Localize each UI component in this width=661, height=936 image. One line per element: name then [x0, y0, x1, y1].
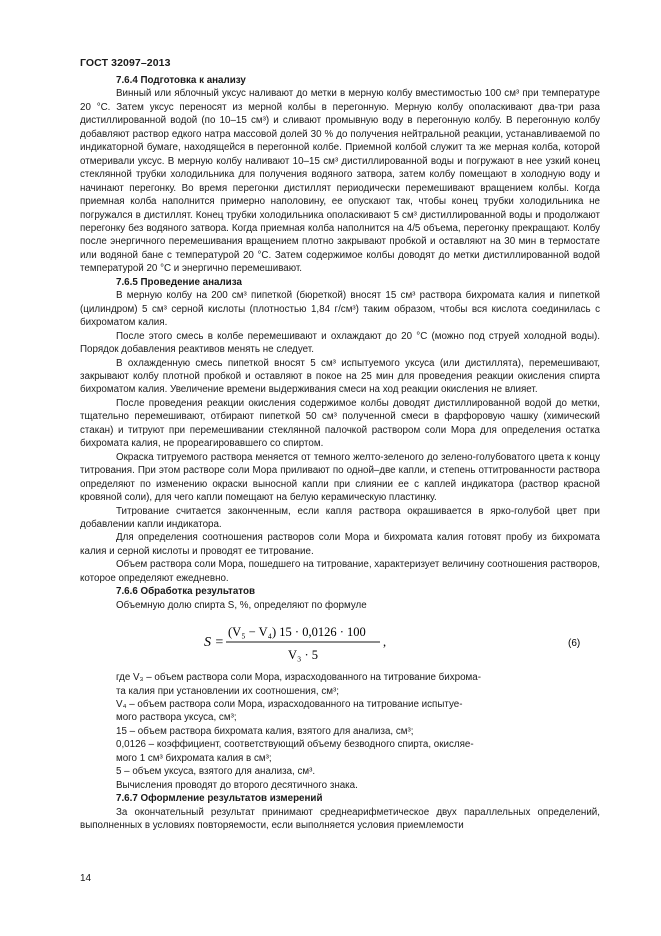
section-title-7-6-7: 7.6.7 Оформление результатов измерений [116, 793, 323, 805]
paragraph: За окончательный результат принимают среднеарифметическое двух параллельных определений, выполненных в условиях повторяемости, если выполняется условия приемлемости [80, 806, 600, 832]
formula-denominator: V₃ · 5 [287, 648, 319, 663]
paragraph: Для определения соотношения растворов соли Мора и бихромата калия готовят пробу из бихромата калия и серной кислоты и проводят ее титрование. [80, 532, 600, 557]
formula-6 [80, 615, 600, 669]
section-title-7-6-4: 7.6.4 Подготовка к анализу [116, 75, 246, 86]
paragraph: В охлажденную смесь пипеткой вносят 5 см³ испытуемого уксуса (или дистиллята), перемешивают, закрывают колбу плотной пробкой и оставляют в покое на 25 мин для проведения реакции окисления спирта бихроматом калия. Увеличение времени выдерживания смеси на ход реакции окисления не влияет. [80, 357, 600, 396]
definition-line: мого раствора уксуса, см³; [116, 712, 237, 724]
paragraph: После проведения реакции окисления содержимое колбы доводят дистиллированной водой до метки, тщательно перемешивают, отбирают пипеткой 50 см³ полученной смеси в фарфоровую чашку (химический стакан) и титруют при перемешивании стеклянной палочкой раствором соли Мора для определения остатка бихромата калия, не прореагировавшего со спиртом. [80, 397, 600, 450]
page-content [80, 74, 600, 833]
definition-line: V₄ – объем раствора соли Мора, израсходованного на титрование испытуе- [116, 699, 463, 711]
definition-line: 0,0126 – коэффициент, соответствующий объему безводного спирта, окисляе- [116, 739, 474, 751]
paragraph: Окраска титруемого раствора меняется от темного желто-зеленого до зелено-голубоватого цвета к концу титрования. При этом растворе соли Мора приливают по одной–две капли, и степень оттитрованности раствора определяют по изменению окраски выносной капли при слиянии ее с каплей индикатора (раствор красной кровяной соли), для чего капли помещают на белую керамическую пластинку. [80, 451, 600, 504]
formula-number: (6) [568, 638, 581, 650]
formula-lhs: S = [204, 635, 224, 651]
paragraph: Винный или яблочный уксус наливают до метки в мерную колбу вместимостью 100 см³ при температуре 20 °С. Затем уксус переносят из мерной колбы в перегонную. Мерную колбу ополаскивают два-три раза дистиллированной водой (по 10–15 см³) и сливают промывную воду в перегонную колбу. В перегонную колбу добавляют раствор едкого натра массовой долей 30 % до получения нейтральной реакции, устанавливаемой по индикаторной бумаге, находящейся в перегонной колбе. Приемной колбой служит та же мерная колба, которой отмеривали уксус. В мерную колбу наливают 10–15 см³ дистиллированной воды и погружают в нее узкий конец стеклянной трубки холодильника для получения водяного затвора, затем колбу помещают в холодную воду и начинают перегонку. Во время перегонки дистиллят периодически перемешивают вращением колбы. Когда приемная колба наполнится примерно наполовину, ее опускают так, чтобы конец трубки холодильника не погружался в дистиллят. Конец трубки холодильника ополаскивают 5 см³ дистиллированной воды и продолжают перегонку без водяного затвора. Когда приемная колба наполнится на 4/5 объема, перегонку прекращают. Колбу после энергичного перемешивания вращением плотно закрывают пробкой и оставляют на 30 мин в термостате или водяной бане с температурой 20 °С. Затем содержимое колбы доводят до метки дистиллированной водой температурой 20 °С и энергично перемешивают. [80, 88, 600, 275]
definition-line: где V₃ – объем раствора соли Мора, израсходованного на титрование бихрома- [116, 672, 481, 684]
formula-intro: Объемную долю спирта S, %, определяют по формуле [116, 599, 367, 611]
definition-line: Вычисления проводят до второго десятичного знака. [116, 779, 358, 791]
definition-list [80, 671, 600, 792]
section-title-7-6-5: 7.6.5 Проведение анализа [116, 276, 242, 288]
formula-numerator: (V₅ − V₄) 15 · 0,0126 · 100 [228, 625, 366, 640]
definition-line: 15 – объем раствора бихромата калия, взятого для анализа, см³; [116, 725, 414, 737]
paragraph: Титрование считается законченным, если капля раствора окрашивается в ярко-голубой цвет при добавлении капли индикатора. [80, 505, 600, 530]
paragraph: В мерную колбу на 200 см³ пипеткой (бюреткой) вносят 15 см³ раствора бихромата калия и пипеткой (цилиндром) 5 см³ серной кислоты (плотностью 1,84 г/см³) таким образом, чтобы вся кислота соединилась с бихроматом калия. [80, 290, 600, 329]
formula-trail: , [383, 635, 387, 650]
definition-line: та калия при установлении их соотношения, см³; [116, 685, 339, 697]
paragraph: После этого смесь в колбе перемешивают и охлаждают до 20 °С (можно под струей холодной воды). Порядок добавления реактивов менять не следует. [80, 330, 600, 356]
definition-line: мого 1 см³ бихромата калия в см³; [116, 752, 272, 764]
definition-line: 5 – объем уксуса, взятого для анализа, см³. [116, 766, 316, 778]
formula-graphic [80, 615, 600, 669]
section-title-7-6-6: 7.6.6 Обработка результатов [116, 586, 255, 598]
paragraph: Объем раствора соли Мора, пошедшего на титрование, характеризует величину соотношения растворов, которое определяют ежедневно. [80, 559, 600, 584]
page-number: 14 [80, 873, 92, 884]
document-header: ГОСТ 32097–2013 [80, 57, 171, 69]
